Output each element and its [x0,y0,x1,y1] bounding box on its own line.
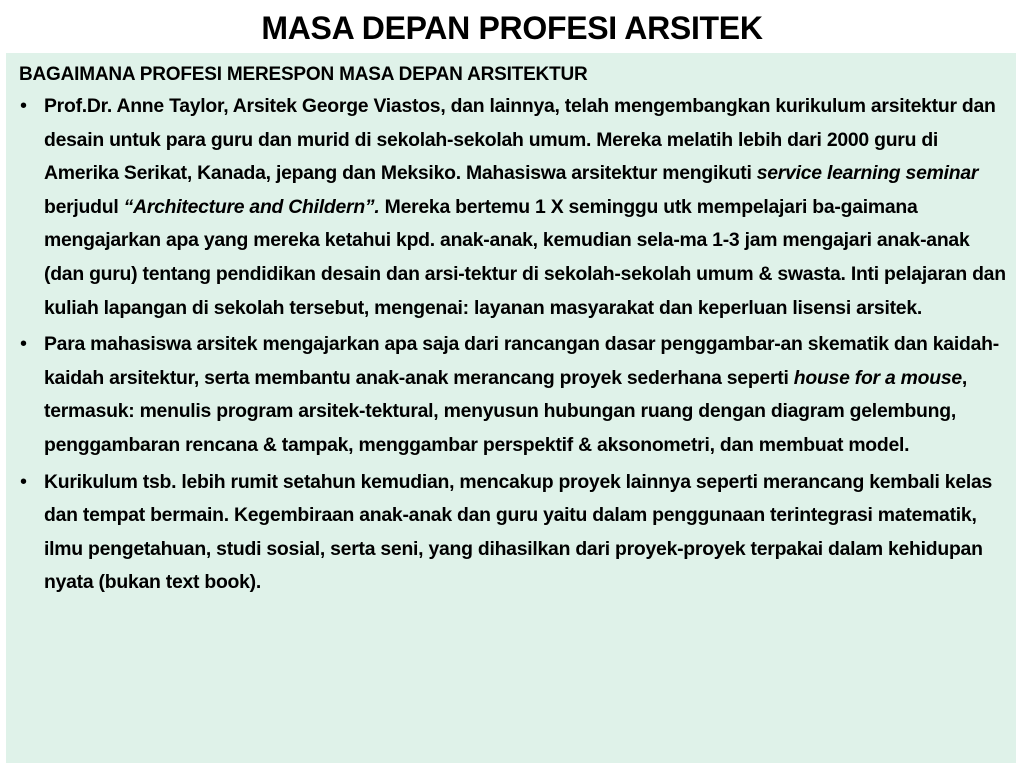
bullet-icon: • [20,333,28,356]
list-item [19,466,1006,600]
content-box [6,53,1016,763]
list-item [19,328,1006,462]
bullet-text [44,90,1006,325]
section-heading: BAGAIMANA PROFESI MERESPON MASA DEPAN ARSITEKTUR [19,64,588,85]
list-item [19,90,1006,325]
bullet-text [44,328,1006,462]
bullet-icon: • [20,470,28,493]
text-run: berjudul [44,195,124,218]
text-run: , termasuk: menulis program arsitek-tektural, menyusun hubungan ruang dengan diagram gelembung, penggambaran rencana & tampak, menggambar perspektif & aksonometri, dan membuat model. [44,366,968,456]
text-run: Kurikulum tsb. lebih rumit setahun kemudian, mencakup proyek lainnya seperti merancang kembali kelas dan tempat bermain. Kegembiraan anak-anak dan guru yaitu dalam penggunaan terintegrasi matematik, ilmu pengetahuan, studi sosial, serta seni, yang dihasilkan dari proyek-proyek terpakai dalam kehidupan nyata (bukan text book). [44,470,993,594]
italic-text-run: service learning seminar [756,162,979,185]
italic-text-run: house for a mouse [793,366,962,389]
slide-title: MASA DEPAN PROFESI ARSITEK [261,10,763,46]
bullet-text [44,466,1006,600]
bullet-list [19,90,1006,600]
bullet-icon: • [20,95,28,117]
text-run: Mereka bertemu 1 X seminggu utk mempelajari ba-gaimana mengajarkan apa yang mereka ketahui kpd. anak-anak, kemudian sela-ma 1-3 jam mengajari anak-anak (dan guru) tentang pendidikan desain dan arsi-tektur di sekolah-sekolah umum & swasta. Inti pelajaran dan kuliah lapangan di sekolah tersebut, mengenai: layanan masyarakat dan keperluan lisensi arsitek. [44,195,1006,319]
text-run: Prof.Dr. Anne Taylor, Arsitek George Viastos, dan lainnya, telah mengembangkan kurikulum arsitektur dan desain untuk para guru dan murid di sekolah-sekolah umum. Mereka melatih lebih dari 2000 guru di Amerika Serikat, Kanada, jepang dan Meksiko. Mahasiswa arsitektur mengikuti [44,95,996,185]
italic-text-run: “Architecture and Childern”. [123,195,380,218]
text-run: Para mahasiswa arsitek mengajarkan apa saja dari rancangan dasar penggambar-an skematik dan kaidah-kaidah arsitektur, serta membantu anak-anak merancang proyek sederhana seperti [44,333,999,389]
